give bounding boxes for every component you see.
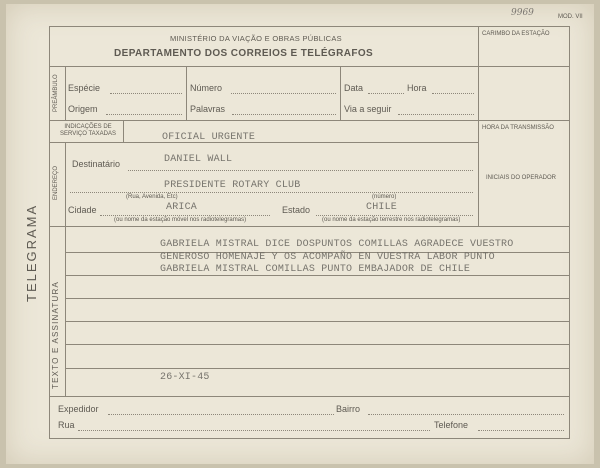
- cidade-hint: (ou nome da estação móvel nos radiotelegramas): [114, 217, 247, 223]
- palavras-line: [232, 114, 336, 115]
- indicacoes-divider: [123, 120, 124, 142]
- hora-transmissao-label: HORA DA TRANSMISSÃO: [482, 125, 554, 131]
- text-rule-2: [65, 275, 569, 276]
- text-rule-4: [65, 321, 569, 322]
- typed-city: ARICA: [166, 202, 198, 213]
- hora-line: [432, 93, 474, 94]
- preambulo-top: [49, 66, 569, 67]
- typed-text-line3: GABRIELA MISTRAL COMILLAS PUNTO EMBAJADOR DE CHILE: [160, 264, 471, 275]
- telefone-label: Telefone: [434, 420, 469, 430]
- hora-label: Hora: [407, 83, 427, 93]
- preambulo-side-divider: [65, 66, 66, 120]
- destinatario-label: Destinatário: [72, 159, 121, 169]
- expedidor-line: [108, 414, 334, 415]
- carimbo-label: CARIMBO DA ESTAÇÃO: [482, 31, 550, 37]
- typed-address: PRESIDENTE ROTARY CLUB: [164, 180, 301, 191]
- rua-line: [78, 430, 430, 431]
- estado-hint: (ou nome da estação terrestre nos radiotelegramas): [322, 217, 461, 223]
- cidade-label: Cidade: [68, 205, 97, 215]
- especie-line: [110, 93, 182, 94]
- endereco-side-divider: [65, 142, 66, 226]
- numero-line: [231, 93, 336, 94]
- text-rule-6: [65, 368, 569, 369]
- telegram-form: [6, 4, 594, 464]
- carimbo-divider: [478, 26, 479, 120]
- estado-line: [316, 215, 473, 216]
- cidade-line: [100, 215, 270, 216]
- frame-right: [569, 26, 570, 439]
- estado-label: Estado: [282, 205, 311, 215]
- side-title: TELEGRAMA: [24, 203, 39, 302]
- origem-line: [106, 114, 182, 115]
- typed-text-line1: GABRIELA MISTRAL DICE DOSPUNTOS COMILLAS AGRADECE VUESTRO: [160, 239, 514, 250]
- numero-label: Número: [190, 83, 223, 93]
- text-rule-5: [65, 344, 569, 345]
- ministry-title: MINISTÉRIO DA VIAÇÃO E OBRAS PÚBLICAS: [170, 34, 342, 43]
- numero-hint: (número): [372, 194, 397, 200]
- text-rule-3: [65, 298, 569, 299]
- via-line: [398, 114, 474, 115]
- rua-hint: (Rua, Avenida, Etc): [126, 194, 178, 200]
- typed-service: OFICIAL URGENTE: [162, 132, 256, 143]
- preambulo-div1: [186, 66, 187, 120]
- indicacoes-label: INDICAÇÕES DE SERVIÇO TAXADAS: [59, 124, 117, 137]
- serial-number: 9969: [511, 8, 534, 18]
- typed-text-line2: GENEROSO HOMENAJE Y OS ACOMPAÑO EN VUESTRA LABOR PUNTO: [160, 252, 495, 263]
- data-line: [368, 93, 404, 94]
- right-column-divider: [478, 120, 479, 226]
- origem-label: Origem: [68, 104, 98, 114]
- palavras-label: Palavras: [190, 104, 226, 114]
- side-preambulo: PREÂMBULO: [53, 74, 59, 112]
- typed-state: CHILE: [366, 202, 398, 213]
- data-label: Data: [344, 83, 364, 93]
- iniciais-operador-label: INICIAIS DO OPERADOR: [486, 175, 557, 181]
- telefone-line: [478, 430, 564, 431]
- preambulo-div2: [340, 66, 341, 120]
- bairro-label: Bairro: [336, 404, 361, 414]
- side-endereco: ENDEREÇO: [53, 165, 59, 200]
- especie-label: Espécie: [68, 83, 101, 93]
- side-texto: TEXTO E ASSINATURA: [51, 281, 60, 389]
- model-label: MOD. VII: [558, 14, 583, 20]
- via-label: Via a seguir: [344, 104, 392, 114]
- indicacoes-bottom: [49, 142, 479, 143]
- bairro-line: [368, 414, 564, 415]
- rua-label: Rua: [58, 420, 75, 430]
- frame-left: [49, 26, 50, 439]
- frame-bottom: [49, 438, 569, 439]
- preambulo-bottom: [49, 120, 569, 121]
- endereco-bottom: [49, 226, 569, 227]
- frame-top: [49, 26, 569, 27]
- address-line: [70, 192, 473, 193]
- typed-recipient: DANIEL WALL: [164, 154, 233, 165]
- texto-bottom: [49, 396, 569, 397]
- department-title: DEPARTAMENTO DOS CORREIOS E TELÉGRAFOS: [114, 48, 374, 59]
- typed-date: 26-XI-45: [160, 372, 210, 383]
- destinatario-line: [128, 170, 473, 171]
- expedidor-label: Expedidor: [58, 404, 99, 414]
